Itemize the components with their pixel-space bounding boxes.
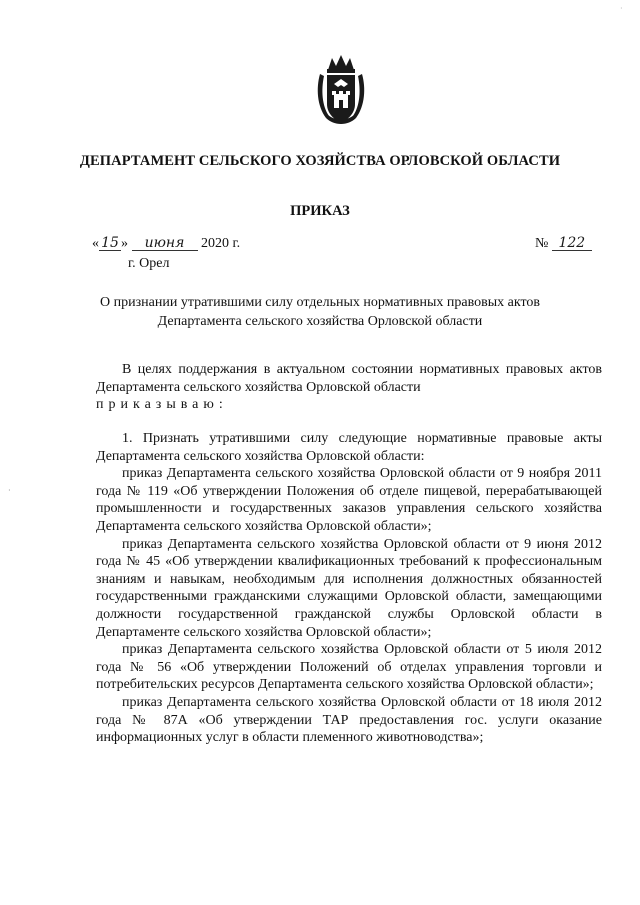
- repealed-act-3: приказ Департамента сельского хозяйства Орловской области от 5 июля 2012 года № 56 «Об утверждении Положений об отделах управления торговли и потребительских ресурсов Департамента сельского хозяйства Орловской области»;: [96, 642, 602, 693]
- quote-open: «: [92, 236, 99, 251]
- repealed-act-4: приказ Департамента сельского хозяйства Орловской области от 18 июля 2012 года № 87А «Об утверждении ТАР предоставления гос. услуги оказание информационных услуг в области племенного животноводства»;: [96, 694, 602, 746]
- number-label: №: [535, 236, 549, 251]
- order-number: [535, 236, 592, 252]
- preamble-section: [96, 361, 602, 414]
- document-type-title: ПРИКАЗ: [290, 203, 350, 219]
- subject-line-1: О признании утратившими силу отдельных нормативных правовых актов: [100, 295, 540, 310]
- order-items-section: [96, 430, 602, 747]
- handwritten-month: июня: [132, 236, 198, 251]
- orel-region-coat-of-arms-icon: [314, 54, 368, 128]
- subject-line-2: Департамента сельского хозяйства Орловской области: [157, 314, 483, 329]
- repealed-act-1: приказ Департамента сельского хозяйства Орловской области от 9 ноября 2011 года № 119 «Об утверждении Положения об отделе пищевой, перерабатывающей промышленности и государственных заказов управления сельского хозяйства Департамента сельского хозяйства Орловской области»;: [96, 466, 602, 534]
- item-1-paragraph: 1. Признать утратившими силу следующие нормативные правовые акты Департамента сельского хозяйства Орловской области:: [96, 431, 602, 464]
- quote-close: »: [121, 236, 128, 251]
- prikazyvayu-word: приказываю:: [96, 397, 228, 413]
- preamble-paragraph: В целях поддержания в актуальном состоянии нормативных правовых актов Департамента сельского хозяйства Орловской области: [96, 362, 602, 395]
- handwritten-number: 122: [552, 236, 592, 251]
- order-date: [92, 236, 240, 252]
- department-name: ДЕПАРТАМЕНТ СЕЛЬСКОГО ХОЗЯЙСТВА ОРЛОВСКОЙ ОБЛАСТИ: [79, 153, 561, 169]
- handwritten-day: 15: [99, 236, 121, 251]
- margin-scan-mark: ·: [8, 486, 11, 495]
- order-year: 2020 г.: [201, 236, 241, 251]
- scan-corner-mark: ·: [620, 4, 623, 13]
- order-city: г. Орел: [128, 256, 170, 271]
- repealed-act-2: приказ Департамента сельского хозяйства Орловской области от 9 июня 2012 года № 45 «Об утверждении квалификационных требований к профессиональным знаниям и навыкам, необходимым для исполнения должностных обязанностей государственными гражданскими служащими Орловской области, замещающими должности государственной гражданской службы Орловской области в Департаменте сельского хозяйства Орловской области»;: [96, 536, 602, 640]
- order-subject: [60, 293, 580, 331]
